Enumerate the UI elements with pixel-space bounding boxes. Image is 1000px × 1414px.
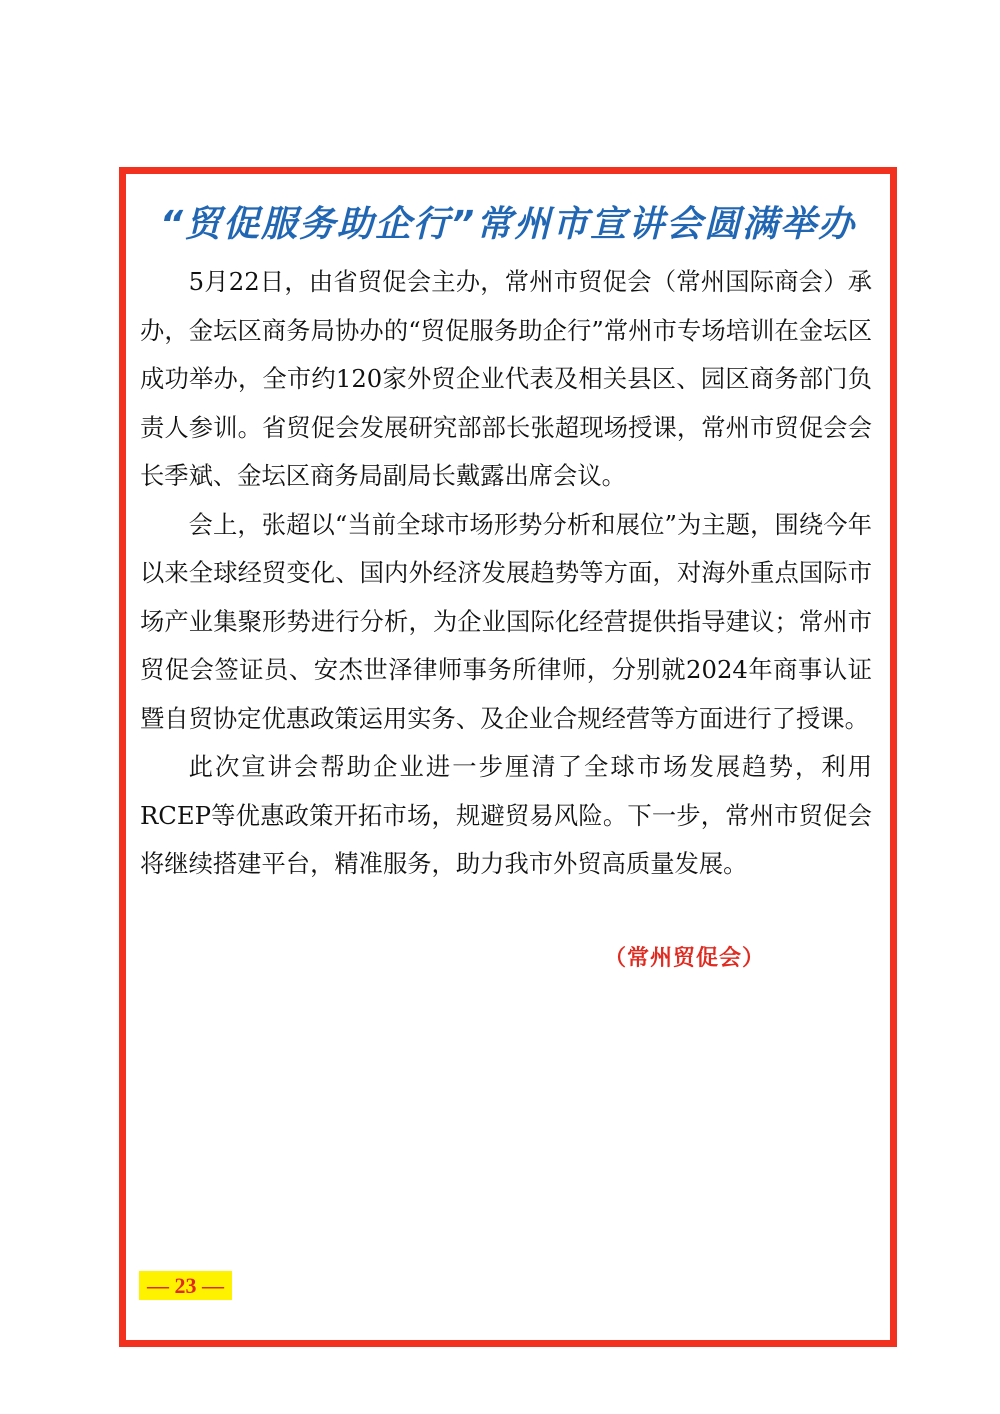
source-attribution: （常州贸促会）: [604, 946, 766, 971]
article-title: “贸促服务助企行”常州市宣讲会圆满举办: [159, 204, 857, 245]
paragraph-1: 5月22日，由省贸促会主办，常州市贸促会（常州国际商会）承办，金坛区商务局协办的“贸促服务助企行”常州市专场培训在金坛区成功举办，全市约120家外贸企业代表及相关县区、园区商务部门负责人参训。省贸促会发展研究部部长张超现场授课，常州市贸促会会长季斌、金坛区商务局副局长戴露出席会议。: [140, 267, 872, 490]
paragraph-3: 此次宣讲会帮助企业进一步厘清了全球市场发展趋势，利用RCEP等优惠政策开拓市场，规避贸易风险。下一步，常州市贸促会将继续搭建平台，精准服务，助力我市外贸高质量发展。: [140, 752, 872, 878]
page-frame: [119, 167, 897, 1347]
article-body: [140, 258, 872, 889]
paragraph-2: 会上，张超以“当前全球市场形势分析和展位”为主题，围绕今年以来全球经贸变化、国内外经济发展趋势等方面，对海外重点国际市场产业集聚形势进行分析，为企业国际化经营提供指导建议；常州市贸促会签证员、安杰世泽律师事务所律师，分别就2024年商事认证暨自贸协定优惠政策运用实务、及企业合规经营等方面进行了授课。: [140, 509, 872, 733]
page-number: — 23 —: [139, 1271, 232, 1300]
